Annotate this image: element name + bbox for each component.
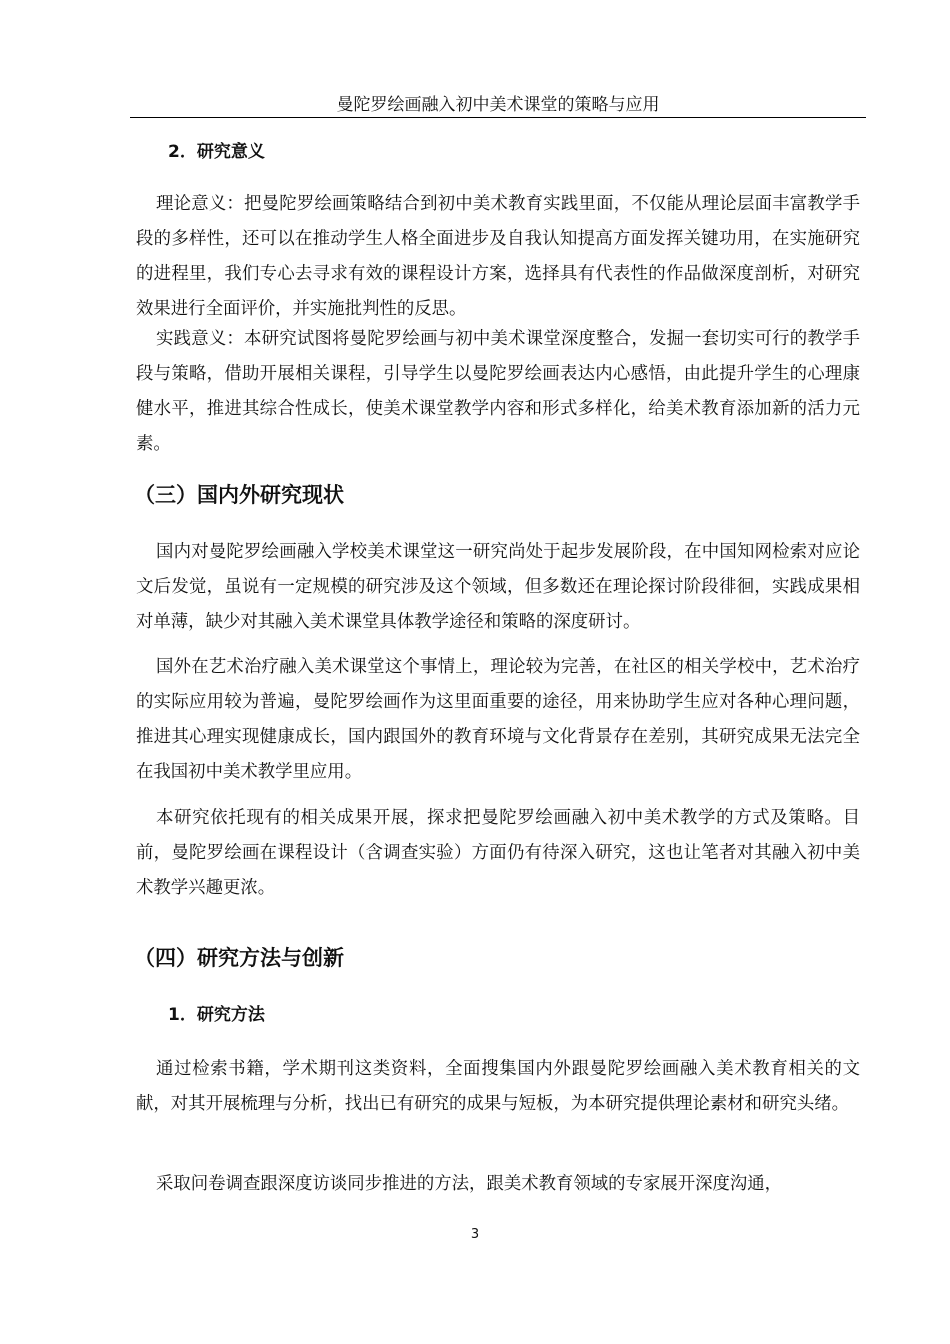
paragraph-theoretical-significance: 理论意义：把曼陀罗绘画策略结合到初中美术教育实践里面，不仅能从理论层面丰富教学手段的多样性，还可以在推动学生人格全面进步及自我认知提高方面发挥关键功用，在实施研究的进程里，我们专心去寻求有效的课程设计方案，选择具有代表性的作品做深度剖析，对研究效果进行全面评价，并实施批判性的反思。	[136, 194, 860, 319]
heading-methods-innovation: （四）研究方法与创新	[134, 946, 344, 970]
heading-research-methods: 1．研究方法	[168, 1005, 265, 1025]
heading-research-status: （三）国内外研究现状	[134, 483, 344, 507]
paragraph-this-study: 本研究依托现有的相关成果开展，探求把曼陀罗绘画融入初中美术教学的方式及策略。目前，曼陀罗绘画在课程设计（含调查实验）方面仍有待深入研究，这也让笔者对其融入初中美术教学兴趣更浓。	[136, 808, 860, 898]
page-number: 3	[470, 1227, 480, 1242]
paragraph-domestic-status: 国内对曼陀罗绘画融入学校美术课堂这一研究尚处于起步发展阶段，在中国知网检索对应论文后发觉，虽说有一定规模的研究涉及这个领域，但多数还在理论探讨阶段徘徊，实践成果相对单薄，缺少对其融入美术课堂具体教学途径和策略的深度研讨。	[136, 542, 860, 632]
paragraph-survey-method: 采取问卷调查跟深度访谈同步推进的方法，跟美术教育领域的专家展开深度沟通，	[156, 1174, 783, 1194]
running-header: 曼陀罗绘画融入初中美术课堂的策略与应用	[336, 95, 660, 115]
heading-research-significance: 2．研究意义	[168, 142, 265, 162]
paragraph-practical-significance: 实践意义：本研究试图将曼陀罗绘画与初中美术课堂深度整合，发掘一套切实可行的教学手段与策略，借助开展相关课程，引导学生以曼陀罗绘画表达内心感悟，由此提升学生的心理康健水平，推进其综合性成长，使美术课堂教学内容和形式多样化，给美术教育添加新的活力元素。	[136, 329, 860, 454]
paragraph-foreign-status: 国外在艺术治疗融入美术课堂这个事情上，理论较为完善，在社区的相关学校中，艺术治疗的实际应用较为普遍，曼陀罗绘画作为这里面重要的途径，用来协助学生应对各种心理问题，推进其心理实现健康成长，国内跟国外的教育环境与文化背景存在差别，其研究成果无法完全在我国初中美术教学里应用。	[136, 657, 860, 782]
paragraph-literature-method: 通过检索书籍，学术期刊这类资料，全面搜集国内外跟曼陀罗绘画融入美术教育相关的文献，对其开展梳理与分析，找出已有研究的成果与短板，为本研究提供理论素材和研究头绪。	[136, 1059, 860, 1114]
header-divider	[130, 117, 866, 118]
